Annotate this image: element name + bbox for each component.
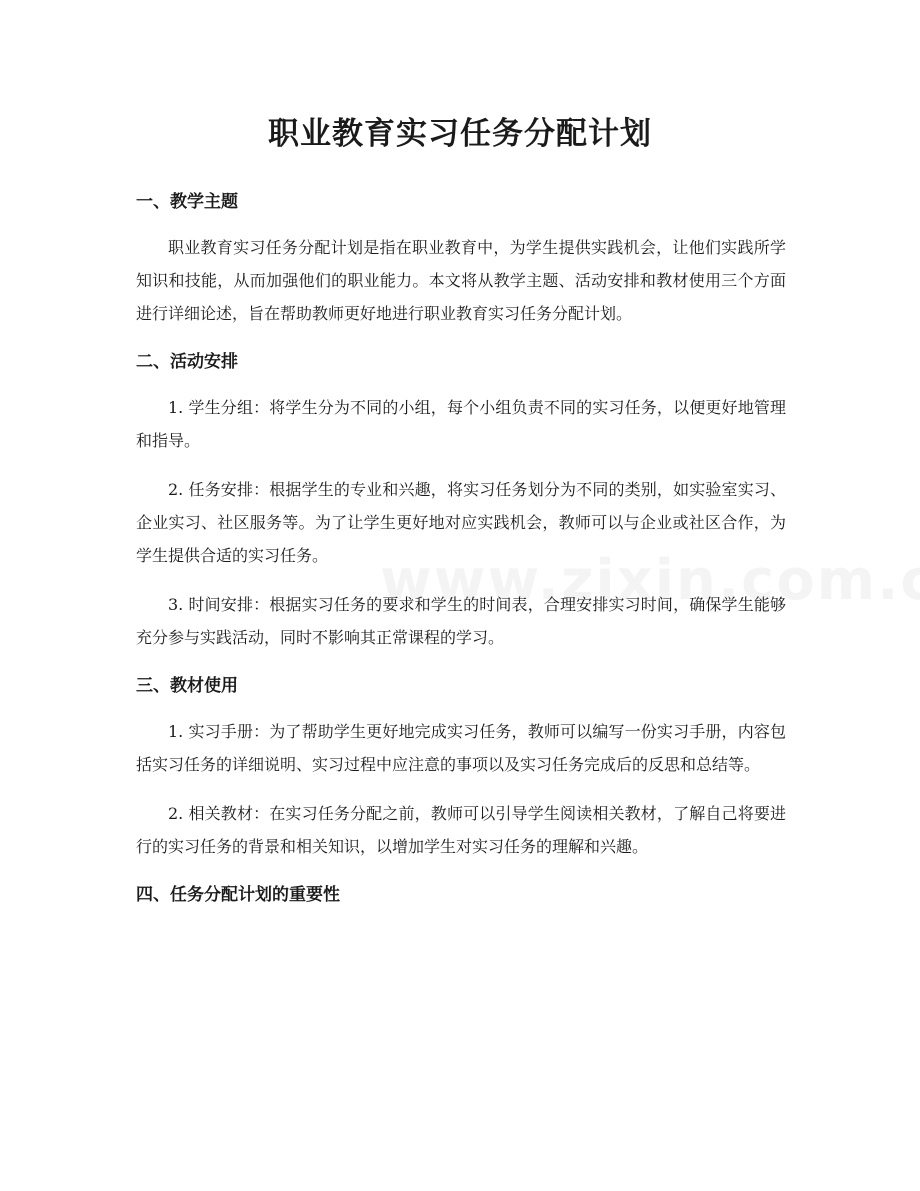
section-activity-arrangement — [136, 346, 786, 654]
paragraph: 1. 学生分组：将学生分为不同的小组，每个小组负责不同的实习任务，以便更好地管理和指导。 — [136, 398, 786, 450]
section-teaching-materials — [136, 670, 786, 863]
section-importance — [136, 879, 786, 911]
paragraph: 1. 实习手册：为了帮助学生更好地完成实习任务，教师可以编写一份实习手册，内容包括实习任务的详细说明、实习过程中应注意的事项以及实习任务完成后的反思和总结等。 — [136, 722, 786, 774]
paragraph: 2. 相关教材：在实习任务分配之前，教师可以引导学生阅读相关教材，了解自己将要进行的实习任务的背景和相关知识，以增加学生对实习任务的理解和兴趣。 — [136, 804, 786, 856]
section-heading: 三、教材使用 — [136, 676, 238, 696]
section-heading: 四、任务分配计划的重要性 — [136, 885, 340, 905]
section-teaching-theme — [136, 186, 786, 330]
document-title: 职业教育实习任务分配计划 — [268, 116, 652, 152]
paragraph: 3. 时间安排：根据实习任务的要求和学生的时间表，合理安排实习时间，确保学生能够充分参与实践活动，同时不影响其正常课程的学习。 — [136, 595, 786, 647]
section-heading: 二、活动安排 — [136, 352, 238, 372]
paragraph: 2. 任务安排：根据学生的专业和兴趣，将实习任务划分为不同的类别，如实验室实习、企业实习、社区服务等。为了让学生更好地对应实践机会，教师可以与企业或社区合作，为学生提供合适的实习任务。 — [136, 480, 786, 565]
document-body — [136, 186, 786, 924]
section-heading: 一、教学主题 — [136, 192, 238, 212]
paragraph: 职业教育实习任务分配计划是指在职业教育中，为学生提供实践机会，让他们实践所学知识和技能，从而加强他们的职业能力。本文将从教学主题、活动安排和教材使用三个方面进行详细论述，旨在帮助教师更好地进行职业教育实习任务分配计划。 — [136, 238, 786, 323]
